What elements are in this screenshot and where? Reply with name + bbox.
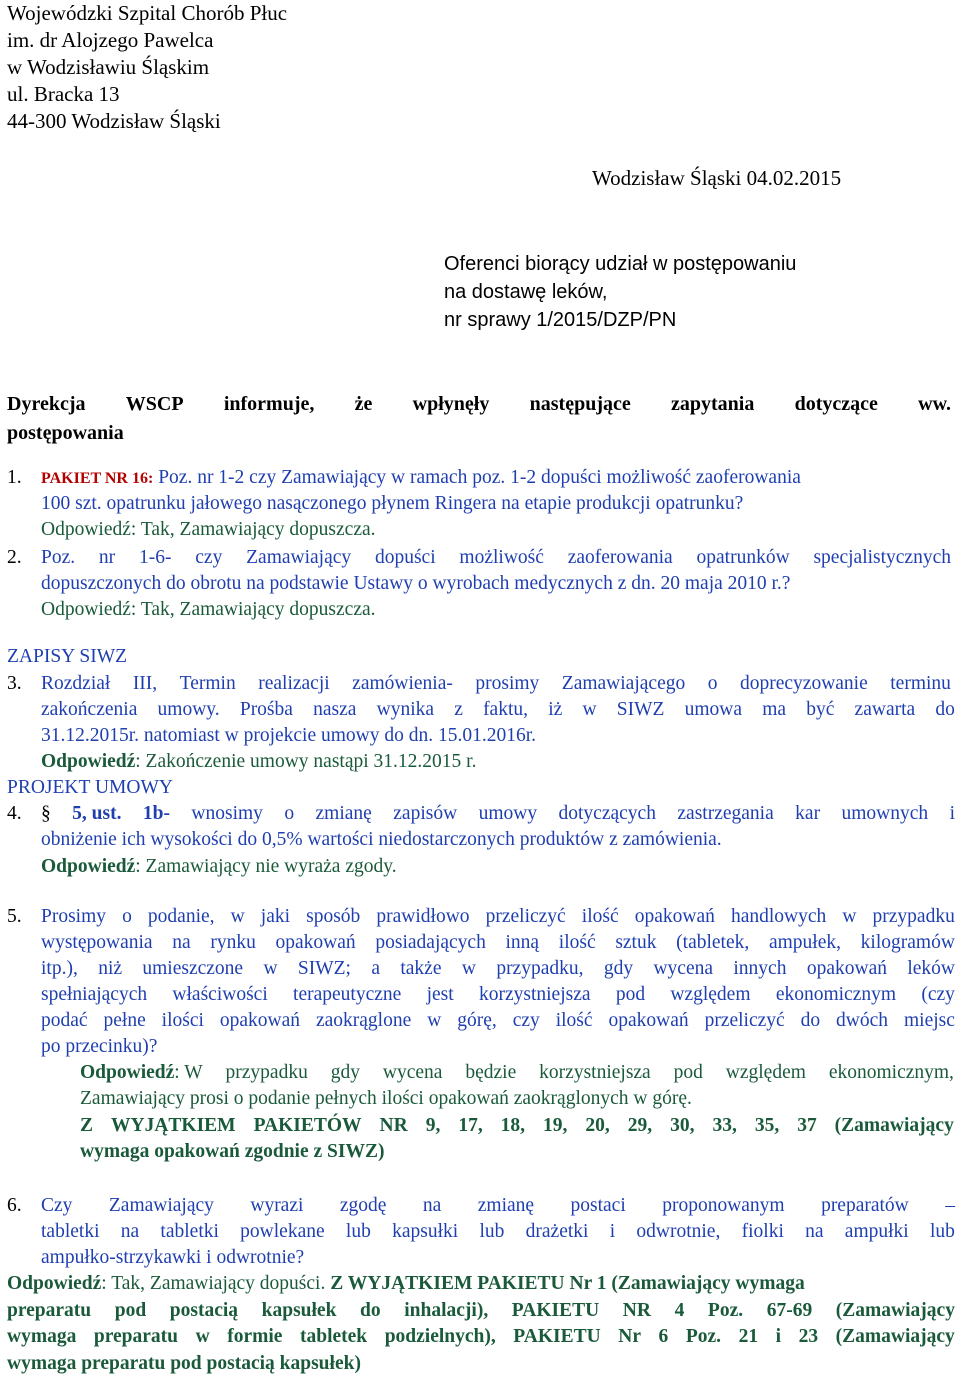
word: kapsułki bbox=[392, 1221, 459, 1242]
word: Zamawiający bbox=[246, 547, 352, 568]
word: informuje, bbox=[223, 393, 315, 415]
word: i bbox=[609, 1221, 616, 1242]
word: tabletki bbox=[41, 1221, 100, 1242]
word: ilość bbox=[581, 906, 619, 927]
q4-paragraph: 5, ust. bbox=[72, 803, 122, 824]
word: występowania bbox=[41, 932, 153, 953]
word: sztuk bbox=[615, 932, 657, 953]
word: Z bbox=[80, 1115, 94, 1136]
word: do bbox=[800, 1010, 821, 1031]
word: WYJĄTKIEM bbox=[111, 1115, 236, 1136]
intro-line bbox=[7, 390, 951, 419]
word: ilość bbox=[555, 1010, 593, 1031]
word: ampułek, bbox=[768, 932, 841, 953]
word: o bbox=[284, 803, 295, 824]
word: opakowań bbox=[634, 906, 715, 927]
word: kar bbox=[795, 803, 821, 824]
q3-line: 31.12.2015r. natomiast w projekcie umowy do dn. 15.01.2016r. bbox=[41, 725, 537, 746]
word: względem bbox=[725, 1062, 806, 1083]
word: w bbox=[263, 958, 278, 979]
q6-number: 6. bbox=[7, 1195, 22, 1216]
word: że bbox=[354, 393, 373, 415]
word: umowa bbox=[684, 699, 742, 720]
word: miejsc bbox=[903, 1010, 955, 1031]
q6-line: ampułko-strzykawki i odwrotnie? bbox=[41, 1247, 305, 1268]
word: formie bbox=[227, 1326, 283, 1347]
word: na bbox=[422, 1195, 442, 1216]
word: posiadających bbox=[375, 932, 486, 953]
word: sposób bbox=[306, 906, 361, 927]
word: terapeutyczne bbox=[293, 984, 402, 1005]
word: inną bbox=[505, 932, 540, 953]
word: ekonomicznym bbox=[775, 984, 897, 1005]
word: korzystniejsza bbox=[478, 984, 591, 1005]
word: być bbox=[806, 699, 835, 720]
q1-text: Poz. nr 1-2 czy Zamawiający w ramach poz. 1-2 dopuści możliwość zaoferowania bbox=[153, 467, 801, 488]
word: umownych bbox=[841, 803, 929, 824]
word: wycena bbox=[653, 958, 714, 979]
word: iż bbox=[548, 699, 563, 720]
word: ampułki bbox=[844, 1221, 909, 1242]
word: następujące bbox=[529, 393, 631, 415]
word: handlowych bbox=[730, 906, 827, 927]
word: wynika bbox=[376, 699, 435, 720]
recipient-line: Oferenci biorący udział w postępowaniu bbox=[444, 253, 797, 275]
word: o bbox=[707, 673, 718, 694]
word: wycena bbox=[382, 1062, 443, 1083]
q1-pakiet: PAKIET NR 16: bbox=[41, 470, 154, 487]
section-heading-umowy: PROJEKT UMOWY bbox=[7, 777, 173, 798]
word: na bbox=[805, 1221, 824, 1242]
word: w bbox=[230, 906, 245, 927]
word: będzie bbox=[465, 1062, 517, 1083]
word: spełniających bbox=[41, 984, 148, 1005]
word: Prosimy bbox=[41, 906, 107, 927]
sender-line: im. dr Alojzego Pawelca bbox=[7, 28, 214, 52]
word: Termin bbox=[179, 673, 236, 694]
word: w bbox=[427, 1010, 442, 1031]
word: przeliczyć bbox=[704, 1010, 785, 1031]
word: – bbox=[945, 1195, 955, 1216]
word: na bbox=[120, 1221, 140, 1242]
sender-address bbox=[7, 0, 287, 135]
q3-answer bbox=[41, 751, 476, 773]
word: SIWZ bbox=[616, 699, 665, 720]
word: proponowanym bbox=[662, 1195, 785, 1216]
word: 17, bbox=[458, 1115, 483, 1136]
word: preparatu bbox=[93, 1326, 179, 1347]
q5-answer-line: Zamawiający prosi o podanie pełnych ilości opakowań zaokrąglonych w górę. bbox=[80, 1088, 692, 1109]
word: podać bbox=[41, 1010, 88, 1031]
word: umowy. bbox=[157, 699, 220, 720]
word: preparatów bbox=[821, 1195, 909, 1216]
word: jest bbox=[426, 984, 454, 1005]
word: powlekane bbox=[240, 1221, 325, 1242]
word: ilości bbox=[161, 1010, 204, 1031]
word: lub bbox=[345, 1221, 371, 1242]
word: na bbox=[172, 932, 191, 953]
word: kapsułek bbox=[261, 1300, 337, 1321]
word: zgodę bbox=[339, 1195, 387, 1216]
word: Czy bbox=[41, 1195, 73, 1216]
word: pod bbox=[673, 1062, 703, 1083]
word: fiolki bbox=[741, 1221, 784, 1242]
word: SIWZ; bbox=[297, 958, 351, 979]
word: inhalacji), bbox=[404, 1300, 489, 1321]
word: 33, bbox=[712, 1115, 737, 1136]
word: (czy bbox=[921, 984, 955, 1005]
sender-line: 44-300 Wodzisław Śląski bbox=[7, 109, 221, 133]
word: 37 bbox=[797, 1115, 817, 1136]
word: 20, bbox=[585, 1115, 610, 1136]
word: górę, bbox=[457, 1010, 497, 1031]
word: Zamawiający bbox=[108, 1195, 214, 1216]
q2-answer: Odpowiedź: Tak, Zamawiający dopuszcza. bbox=[41, 599, 376, 620]
word: właściwości bbox=[172, 984, 268, 1005]
section-heading-siwz: ZAPISY SIWZ bbox=[7, 646, 128, 667]
word: wyrazi bbox=[250, 1195, 304, 1216]
word: do bbox=[360, 1300, 381, 1321]
word: w bbox=[582, 699, 597, 720]
q3-line bbox=[41, 699, 955, 721]
word: : W bbox=[174, 1062, 203, 1083]
word: dwóch bbox=[836, 1010, 889, 1031]
recipient-line: nr sprawy 1/2015/DZP/PN bbox=[444, 309, 677, 331]
word: Rozdział bbox=[41, 673, 111, 694]
word: prosimy bbox=[475, 673, 540, 694]
word: o bbox=[122, 906, 132, 927]
word: zawarta bbox=[854, 699, 916, 720]
word: (Zamawiający bbox=[834, 1115, 954, 1136]
word: w bbox=[842, 906, 857, 927]
word: w bbox=[195, 1326, 210, 1347]
word: Dyrekcja bbox=[7, 393, 86, 415]
word: NR bbox=[622, 1300, 651, 1321]
word: 18, bbox=[500, 1115, 526, 1136]
word: korzystniejsza bbox=[539, 1062, 651, 1083]
word: lub bbox=[929, 1221, 955, 1242]
word: niż bbox=[98, 958, 123, 979]
word: zapisów bbox=[393, 803, 458, 824]
q1-answer: Odpowiedź: Tak, Zamawiający dopuszcza. bbox=[41, 519, 376, 540]
word: zmianę bbox=[477, 1195, 535, 1216]
answer-label: Odpowiedź bbox=[41, 751, 136, 772]
word: nasza bbox=[313, 699, 357, 720]
word: z bbox=[454, 699, 463, 720]
word: terminu bbox=[890, 673, 951, 694]
q5-line: po przecinku)? bbox=[41, 1036, 158, 1057]
word: zaokrąglone bbox=[315, 1010, 412, 1031]
word: (tabletek, bbox=[676, 932, 750, 953]
answer-text: : Zakończenie umowy nastąpi 31.12.2015 r. bbox=[135, 751, 477, 772]
word: opatrunków bbox=[696, 547, 790, 568]
answer-bold: Z WYJĄTKIEM PAKIETU Nr 1 (Zamawiający wymaga bbox=[330, 1273, 805, 1294]
intro-line: postępowania bbox=[7, 422, 124, 444]
word: dotyczące bbox=[794, 393, 878, 415]
word: w bbox=[461, 958, 476, 979]
q5lines-line bbox=[41, 958, 955, 980]
recipients-block bbox=[444, 250, 796, 334]
word: czy bbox=[512, 1010, 540, 1031]
word: odwrotnie, bbox=[636, 1221, 721, 1242]
word: a bbox=[371, 958, 380, 979]
document-date: Wodzisław Śląski 04.02.2015 bbox=[592, 166, 842, 190]
word: gdy bbox=[603, 958, 634, 979]
q6-line bbox=[41, 1195, 955, 1217]
word: III, bbox=[132, 673, 158, 694]
word: wnosimy bbox=[191, 803, 263, 824]
word: lub bbox=[479, 1221, 505, 1242]
sender-line: w Wodzisławiu Śląskim bbox=[7, 55, 210, 79]
word: kilogramów bbox=[860, 932, 955, 953]
word: wpłynęły bbox=[412, 393, 490, 415]
answer-label: Odpowiedź bbox=[80, 1062, 175, 1083]
word: zapytania bbox=[671, 393, 755, 415]
word: jaki bbox=[260, 906, 291, 927]
word: realizacji bbox=[258, 673, 330, 694]
word: nr bbox=[98, 547, 116, 568]
answer-text: : Zamawiający nie wyraża zgody. bbox=[135, 856, 397, 877]
word: Zamawiającego bbox=[561, 673, 686, 694]
section-sign: § bbox=[41, 803, 51, 824]
word: PAKIETU bbox=[511, 1300, 600, 1321]
word: opakowań bbox=[608, 1010, 689, 1031]
word: przeliczyć bbox=[485, 906, 566, 927]
word: Poz. bbox=[41, 547, 76, 568]
word: opakowań bbox=[275, 932, 356, 953]
q5-exception-line: wymaga opakowań zgodnie z SIWZ) bbox=[80, 1141, 385, 1162]
q3-number: 3. bbox=[7, 673, 22, 694]
word: PAKIETÓW bbox=[253, 1115, 362, 1136]
word: WSCP bbox=[125, 393, 184, 415]
word: 1-6- bbox=[138, 547, 172, 568]
word: 21 bbox=[738, 1326, 759, 1347]
q6-answer-line: wymaga preparatu pod postacią kapsułek) bbox=[7, 1353, 361, 1374]
word: ww. bbox=[918, 393, 951, 415]
word: 19, bbox=[543, 1115, 568, 1136]
word: przypadku bbox=[872, 906, 955, 927]
word: leków bbox=[907, 958, 955, 979]
word: ma bbox=[762, 699, 787, 720]
word: opakowań bbox=[806, 958, 887, 979]
answer-text: : Tak, Zamawiający dopuści. bbox=[101, 1273, 331, 1294]
word: przypadku, bbox=[496, 958, 584, 979]
word: 6 bbox=[658, 1326, 669, 1347]
word: doprecyzowanie bbox=[739, 673, 868, 694]
word: 4 bbox=[674, 1300, 685, 1321]
word: rynku bbox=[210, 932, 256, 953]
word: Poz. bbox=[685, 1326, 722, 1347]
intro-paragraph bbox=[7, 390, 951, 448]
sender-line: Wojewódzki Szpital Chorób Płuc bbox=[7, 1, 288, 25]
word: tabletki bbox=[160, 1221, 219, 1242]
word: 35, bbox=[754, 1115, 780, 1136]
q6ans-line bbox=[7, 1300, 955, 1322]
word: 30, bbox=[670, 1115, 695, 1136]
word: tabletek bbox=[299, 1326, 368, 1347]
word: zakończenia bbox=[41, 699, 138, 720]
q2-number: 2. bbox=[7, 547, 22, 568]
word: 29, bbox=[627, 1115, 653, 1136]
word: umowy bbox=[478, 803, 538, 824]
word: także bbox=[400, 958, 442, 979]
word: 23 bbox=[798, 1326, 819, 1347]
word: opakowań bbox=[219, 1010, 301, 1031]
word: itp.), bbox=[41, 958, 78, 979]
word: gdy bbox=[330, 1062, 360, 1083]
q4-item: 1b- bbox=[142, 803, 170, 824]
q2-line bbox=[41, 547, 951, 569]
word: specjalistycznych bbox=[813, 547, 951, 568]
q4-line: obniżenie ich wysokości do 0,5% wartości niedostarczonych produktów z zamówienia. bbox=[41, 829, 722, 850]
q4-number: 4. bbox=[7, 803, 22, 824]
word: dopuści bbox=[374, 547, 436, 568]
q1-line: 100 szt. opatrunku jałowego nasączonego płynem Ringera na etapie produkcji opatrunku? bbox=[41, 493, 744, 514]
word: czy bbox=[195, 547, 223, 568]
word: Poz. bbox=[707, 1300, 744, 1321]
q5lines-line bbox=[41, 932, 955, 954]
word: postacią bbox=[169, 1300, 239, 1321]
q5lines-line bbox=[41, 906, 955, 928]
word: drażetki bbox=[525, 1221, 589, 1242]
q6-answer-line bbox=[7, 1273, 805, 1295]
word: pełne bbox=[103, 1010, 146, 1031]
word: podanie, bbox=[147, 906, 215, 927]
word: 9, bbox=[425, 1115, 441, 1136]
word: 67-69 bbox=[766, 1300, 813, 1321]
word: do bbox=[935, 699, 955, 720]
word: NR bbox=[379, 1115, 408, 1136]
q5lines-line bbox=[41, 984, 955, 1006]
word: innych bbox=[733, 958, 787, 979]
q5lines-line bbox=[41, 1010, 955, 1032]
sender-line: ul. Bracka 13 bbox=[7, 82, 120, 106]
word: prawidłowo bbox=[376, 906, 470, 927]
word: i bbox=[775, 1326, 782, 1347]
word: dotyczących bbox=[558, 803, 656, 824]
word: możliwość bbox=[459, 547, 544, 568]
answer-head bbox=[80, 1062, 203, 1084]
word: przypadku bbox=[225, 1062, 308, 1083]
word: Prośba bbox=[239, 699, 293, 720]
word: zamówienia- bbox=[352, 673, 453, 694]
word: ilość bbox=[558, 932, 596, 953]
word: wymaga bbox=[7, 1326, 77, 1347]
word: zmianę bbox=[315, 803, 372, 824]
word: (Zamawiający bbox=[835, 1300, 955, 1321]
answer-label: Odpowiedź bbox=[41, 856, 136, 877]
word: zastrzegania bbox=[677, 803, 774, 824]
word: zaoferowania bbox=[567, 547, 673, 568]
answer-label: Odpowiedź bbox=[7, 1273, 102, 1294]
word: i bbox=[949, 803, 955, 824]
q5-answer-line bbox=[80, 1062, 954, 1084]
q6ans-line bbox=[7, 1326, 955, 1348]
q4-answer bbox=[41, 856, 397, 878]
word: faktu, bbox=[483, 699, 529, 720]
q6-line bbox=[41, 1221, 955, 1243]
word: PAKIETU bbox=[513, 1326, 601, 1347]
q4-line bbox=[41, 803, 955, 825]
q1-line bbox=[41, 467, 801, 489]
word: ekonomicznym, bbox=[828, 1062, 954, 1083]
word: Nr bbox=[618, 1326, 641, 1347]
word: preparatu bbox=[7, 1300, 92, 1321]
q5-exception-line bbox=[80, 1115, 954, 1137]
word: podzielnych), bbox=[384, 1326, 496, 1347]
word: względem bbox=[670, 984, 751, 1005]
recipient-line: na dostawę leków, bbox=[444, 281, 608, 303]
word: (Zamawiający bbox=[835, 1326, 955, 1347]
q3-line bbox=[41, 673, 951, 695]
word: postaci bbox=[570, 1195, 626, 1216]
q2-line: dopuszczonych do obrotu na podstawie Ustawy o wyrobach medycznych z dn. 20 maja 2010 r.? bbox=[41, 573, 791, 594]
q1-number: 1. bbox=[7, 467, 22, 488]
q5-number: 5. bbox=[7, 906, 22, 927]
word: pod bbox=[114, 1300, 147, 1321]
word: umieszczone bbox=[142, 958, 244, 979]
word: pod bbox=[615, 984, 646, 1005]
